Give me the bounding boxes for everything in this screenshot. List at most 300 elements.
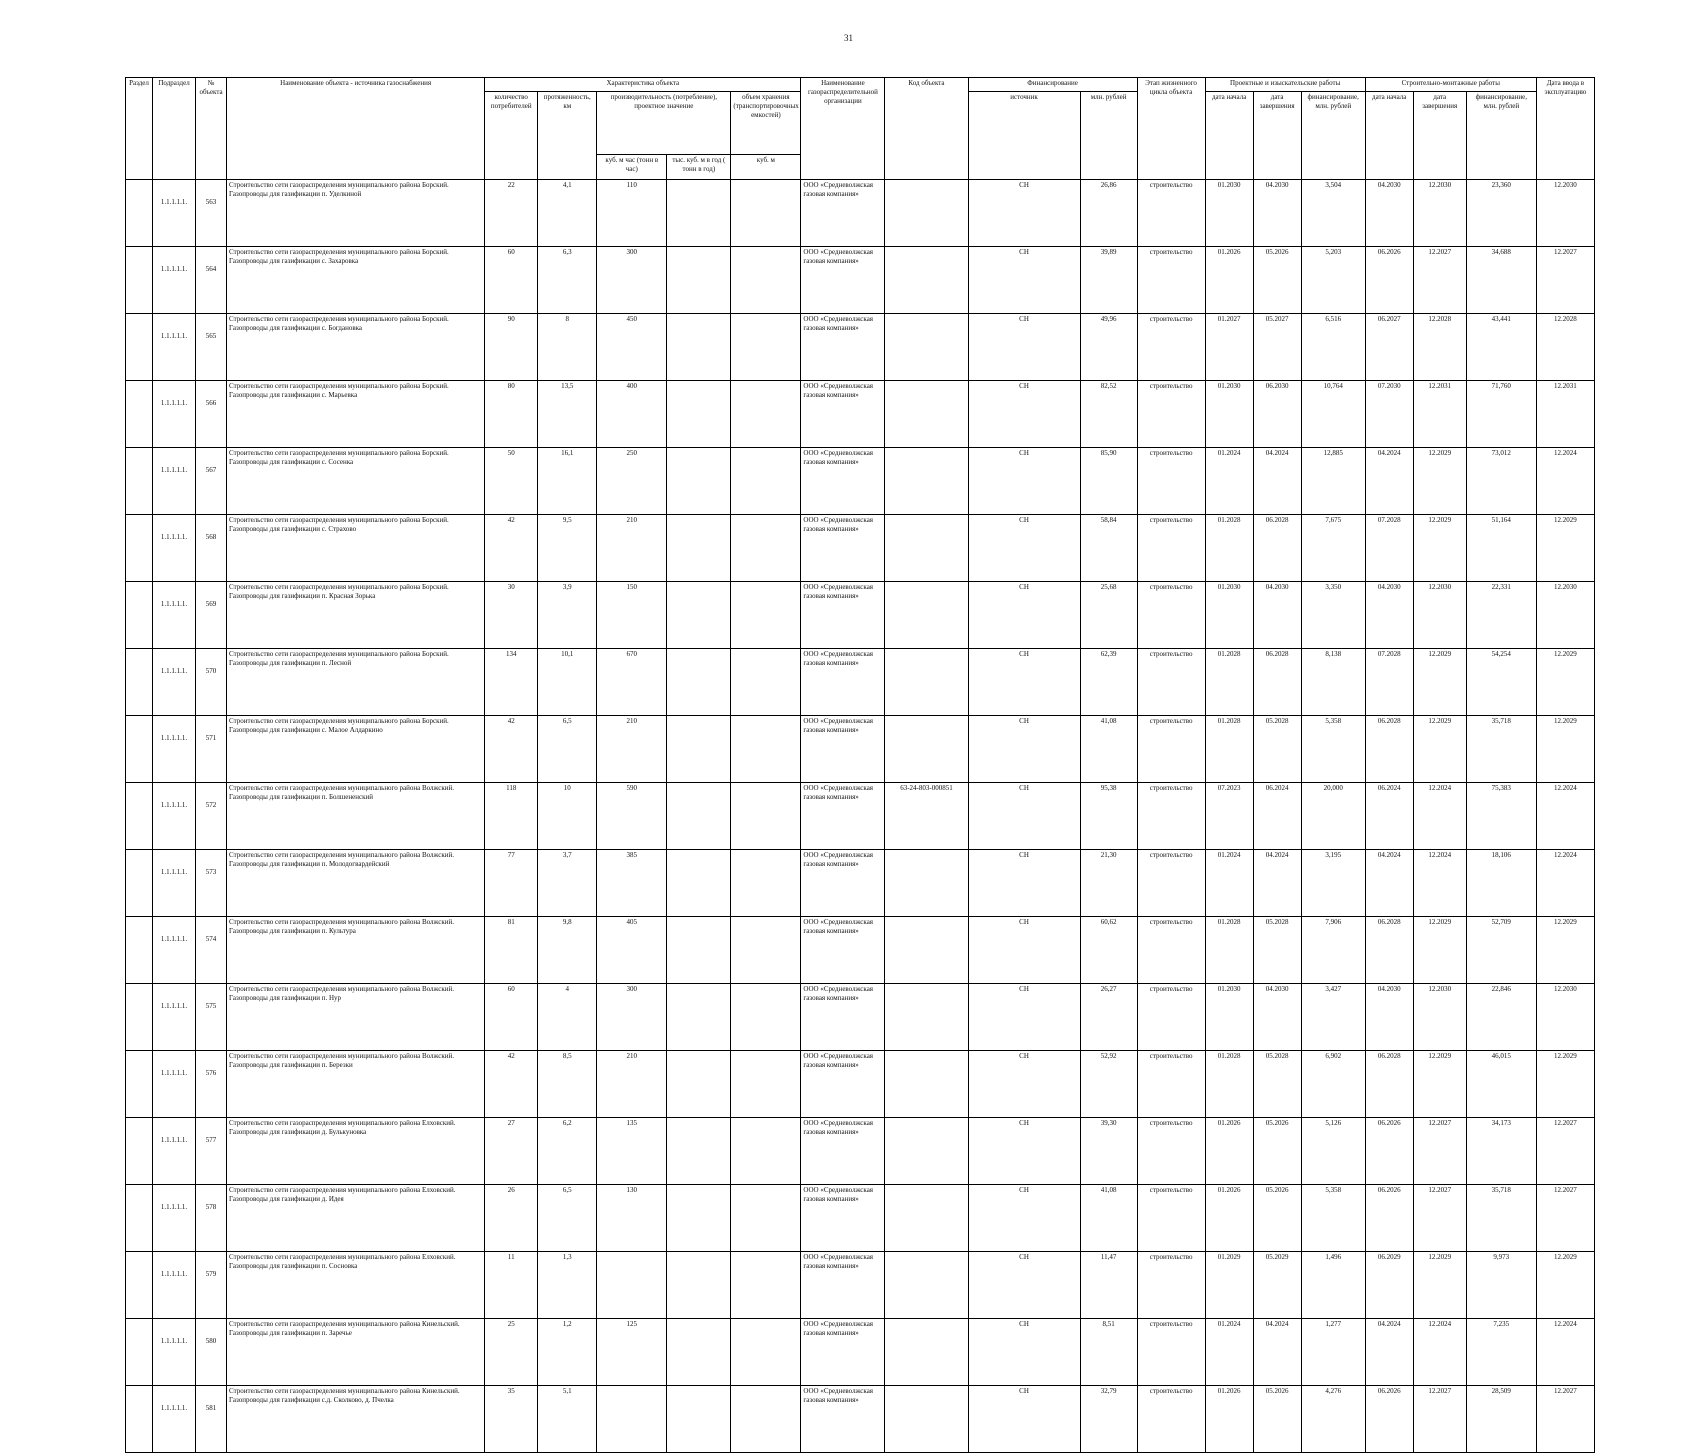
cell-design-start: 01.2029 [1205, 1252, 1253, 1319]
cell-object-code [885, 1185, 968, 1252]
header-mln: млн. рублей [1080, 92, 1137, 180]
cell-design-start: 01.2027 [1205, 314, 1253, 381]
cell-capacity-year [667, 582, 731, 649]
cell-capacity-hour: 300 [597, 984, 667, 1051]
cell-commission: 12.2029 [1536, 1252, 1594, 1319]
cell-length: 4,1 [538, 180, 597, 247]
cell-commission: 12.2027 [1536, 1118, 1594, 1185]
cell-capacity-hour: 300 [597, 247, 667, 314]
cell-mln: 8,51 [1080, 1319, 1137, 1386]
cell-storage [731, 1118, 801, 1185]
cell-design-end: 06.2028 [1253, 649, 1301, 716]
cell-capacity-year [667, 448, 731, 515]
table-row [126, 314, 1595, 381]
cell-commission: 12.2030 [1536, 180, 1594, 247]
cell-length: 4 [538, 984, 597, 1051]
cell-constr-end: 12.2029 [1413, 1051, 1466, 1118]
header-source: источник [968, 92, 1080, 180]
cell-object-name: Строительство сети газораспределения муниципального района Борский. Газопроводы для газификации с. Богдановка [227, 314, 485, 381]
cell-capacity-year [667, 1252, 731, 1319]
cell-commission: 12.2024 [1536, 448, 1594, 515]
cell-commission: 12.2029 [1536, 515, 1594, 582]
table-row [126, 582, 1595, 649]
cell-object-number: 580 [196, 1319, 227, 1386]
cell-podrazdel: 1.1.1.1.1. [153, 649, 196, 716]
cell-design-end: 06.2028 [1253, 515, 1301, 582]
cell-source: СН [968, 984, 1080, 1051]
cell-object-code [885, 1319, 968, 1386]
cell-design-start: 01.2024 [1205, 448, 1253, 515]
cell-constr-start: 06.2028 [1365, 716, 1413, 783]
cell-commission: 12.2027 [1536, 1185, 1594, 1252]
cell-capacity-year [667, 1185, 731, 1252]
table-row [126, 716, 1595, 783]
header-stage: Этап жизненного цикла объекта [1137, 78, 1205, 180]
cell-object-name: Строительство сети газораспределения муниципального района Борский. Газопроводы для газификации п. Красная Зорька [227, 582, 485, 649]
cell-commission: 12.2027 [1536, 1386, 1594, 1453]
cell-constr-start: 04.2024 [1365, 850, 1413, 917]
cell-object-name: Строительство сети газораспределения муниципального района Елховский. Газопроводы для газификации д. Булькуновка [227, 1118, 485, 1185]
cell-design-fin: 20,000 [1301, 783, 1365, 850]
header-construction-works: Строительно-монтажные работы [1365, 78, 1536, 92]
cell-podrazdel: 1.1.1.1.1. [153, 180, 196, 247]
cell-capacity-year [667, 247, 731, 314]
cell-design-start: 01.2028 [1205, 649, 1253, 716]
cell-org: ООО «Средневолжская газовая компания» [801, 1051, 885, 1118]
cell-capacity-year [667, 716, 731, 783]
cell-object-number: 579 [196, 1252, 227, 1319]
cell-design-start: 01.2030 [1205, 381, 1253, 448]
cell-constr-end: 12.2031 [1413, 381, 1466, 448]
cell-constr-fin: 34,173 [1466, 1118, 1536, 1185]
cell-design-fin: 10,764 [1301, 381, 1365, 448]
cell-object-number: 571 [196, 716, 227, 783]
cell-design-start: 01.2028 [1205, 917, 1253, 984]
cell-object-number: 581 [196, 1386, 227, 1453]
cell-design-end: 05.2026 [1253, 247, 1301, 314]
cell-constr-start: 06.2026 [1365, 1386, 1413, 1453]
cell-org: ООО «Средневолжская газовая компания» [801, 917, 885, 984]
cell-mln: 41,08 [1080, 1185, 1137, 1252]
cell-org: ООО «Средневолжская газовая компания» [801, 1185, 885, 1252]
cell-length: 8,5 [538, 1051, 597, 1118]
cell-length: 3,9 [538, 582, 597, 649]
cell-mln: 85,90 [1080, 448, 1137, 515]
cell-length: 6,5 [538, 716, 597, 783]
cell-design-start: 01.2024 [1205, 1319, 1253, 1386]
cell-podrazdel: 1.1.1.1.1. [153, 247, 196, 314]
cell-podrazdel: 1.1.1.1.1. [153, 515, 196, 582]
cell-razdel [126, 984, 153, 1051]
cell-constr-end: 12.2029 [1413, 515, 1466, 582]
cell-object-number: 574 [196, 917, 227, 984]
header-design-start: дата начала [1205, 92, 1253, 180]
header-podrazdel: Подраздел [153, 78, 196, 180]
cell-design-fin: 3,504 [1301, 180, 1365, 247]
cell-capacity-hour: 110 [597, 180, 667, 247]
header-constr-end: дата завершения [1413, 92, 1466, 180]
cell-constr-fin: 46,015 [1466, 1051, 1536, 1118]
cell-storage [731, 515, 801, 582]
table-row [126, 247, 1595, 314]
cell-object-code [885, 1386, 968, 1453]
cell-org: ООО «Средневолжская газовая компания» [801, 582, 885, 649]
cell-object-code [885, 515, 968, 582]
cell-design-start: 01.2026 [1205, 1118, 1253, 1185]
cell-length: 13,5 [538, 381, 597, 448]
cell-object-code [885, 180, 968, 247]
cell-storage [731, 1051, 801, 1118]
cell-org: ООО «Средневолжская газовая компания» [801, 850, 885, 917]
cell-org: ООО «Средневолжская газовая компания» [801, 1386, 885, 1453]
cell-org: ООО «Средневолжская газовая компания» [801, 1319, 885, 1386]
header-design-works: Проектные и изыскательские работы [1205, 78, 1365, 92]
cell-capacity-year [667, 381, 731, 448]
cell-design-fin: 4,276 [1301, 1386, 1365, 1453]
cell-stage: строительство [1137, 1252, 1205, 1319]
cell-design-fin: 5,358 [1301, 1185, 1365, 1252]
cell-consumers: 25 [485, 1319, 538, 1386]
cell-design-fin: 5,203 [1301, 247, 1365, 314]
cell-design-start: 01.2030 [1205, 582, 1253, 649]
cell-source: СН [968, 582, 1080, 649]
cell-consumers: 26 [485, 1185, 538, 1252]
cell-source: СН [968, 381, 1080, 448]
cell-design-start: 01.2028 [1205, 716, 1253, 783]
cell-capacity-year [667, 180, 731, 247]
cell-razdel [126, 448, 153, 515]
cell-object-name: Строительство сети газораспределения муниципального района Волжский. Газопроводы для газификации п. Березки [227, 1051, 485, 1118]
cell-consumers: 22 [485, 180, 538, 247]
cell-length: 10 [538, 783, 597, 850]
cell-capacity-hour: 135 [597, 1118, 667, 1185]
cell-podrazdel: 1.1.1.1.1. [153, 314, 196, 381]
cell-podrazdel: 1.1.1.1.1. [153, 1386, 196, 1453]
cell-org: ООО «Средневолжская газовая компания» [801, 649, 885, 716]
cell-mln: 39,30 [1080, 1118, 1137, 1185]
cell-constr-fin: 28,509 [1466, 1386, 1536, 1453]
cell-consumers: 42 [485, 716, 538, 783]
cell-razdel [126, 850, 153, 917]
cell-constr-start: 07.2028 [1365, 649, 1413, 716]
cell-stage: строительство [1137, 247, 1205, 314]
cell-capacity-year [667, 314, 731, 381]
cell-constr-end: 12.2027 [1413, 1185, 1466, 1252]
table-row [126, 448, 1595, 515]
cell-object-code [885, 247, 968, 314]
cell-source: СН [968, 1386, 1080, 1453]
cell-constr-fin: 35,718 [1466, 1185, 1536, 1252]
cell-source: СН [968, 1252, 1080, 1319]
cell-constr-end: 12.2029 [1413, 1252, 1466, 1319]
cell-object-number: 573 [196, 850, 227, 917]
cell-capacity-hour: 250 [597, 448, 667, 515]
cell-org: ООО «Средневолжская газовая компания» [801, 1118, 885, 1185]
cell-design-fin: 6,516 [1301, 314, 1365, 381]
cell-consumers: 50 [485, 448, 538, 515]
cell-constr-end: 12.2030 [1413, 180, 1466, 247]
header-razdel: Раздел [126, 78, 153, 180]
cell-razdel [126, 180, 153, 247]
cell-constr-end: 12.2024 [1413, 850, 1466, 917]
cell-storage [731, 716, 801, 783]
cell-razdel [126, 314, 153, 381]
cell-capacity-hour: 450 [597, 314, 667, 381]
cell-object-code [885, 1118, 968, 1185]
cell-org: ООО «Средневолжская газовая компания» [801, 783, 885, 850]
cell-razdel [126, 1051, 153, 1118]
cell-length: 9,8 [538, 917, 597, 984]
cell-object-number: 578 [196, 1185, 227, 1252]
cell-length: 5,1 [538, 1386, 597, 1453]
table-row [126, 1118, 1595, 1185]
cell-razdel [126, 1319, 153, 1386]
cell-source: СН [968, 1118, 1080, 1185]
cell-storage [731, 180, 801, 247]
cell-capacity-hour: 670 [597, 649, 667, 716]
cell-design-fin: 1,277 [1301, 1319, 1365, 1386]
cell-design-end: 05.2026 [1253, 1185, 1301, 1252]
cell-capacity-year [667, 984, 731, 1051]
cell-razdel [126, 515, 153, 582]
cell-commission: 12.2030 [1536, 984, 1594, 1051]
cell-mln: 32,79 [1080, 1386, 1137, 1453]
cell-stage: строительство [1137, 1386, 1205, 1453]
cell-constr-end: 12.2029 [1413, 649, 1466, 716]
cell-constr-end: 12.2029 [1413, 917, 1466, 984]
cell-capacity-hour: 400 [597, 381, 667, 448]
cell-razdel [126, 381, 153, 448]
cell-stage: строительство [1137, 381, 1205, 448]
cell-object-number: 568 [196, 515, 227, 582]
cell-design-end: 05.2028 [1253, 1051, 1301, 1118]
cell-object-name: Строительство сети газораспределения муниципального района Волжский. Газопроводы для газификации п. Нур [227, 984, 485, 1051]
table-row [126, 1319, 1595, 1386]
cell-podrazdel: 1.1.1.1.1. [153, 448, 196, 515]
cell-storage [731, 1185, 801, 1252]
cell-razdel [126, 917, 153, 984]
cell-constr-fin: 7,235 [1466, 1319, 1536, 1386]
cell-podrazdel: 1.1.1.1.1. [153, 1252, 196, 1319]
table-body [126, 180, 1595, 1453]
cell-constr-fin: 23,360 [1466, 180, 1536, 247]
cell-capacity-hour: 210 [597, 716, 667, 783]
header-storage: объем хранения (транспортировочных емкостей) [731, 92, 801, 155]
cell-length: 16,1 [538, 448, 597, 515]
cell-podrazdel: 1.1.1.1.1. [153, 984, 196, 1051]
cell-podrazdel: 1.1.1.1.1. [153, 917, 196, 984]
cell-design-end: 05.2028 [1253, 716, 1301, 783]
cell-constr-fin: 71,760 [1466, 381, 1536, 448]
cell-stage: строительство [1137, 582, 1205, 649]
cell-mln: 60,62 [1080, 917, 1137, 984]
cell-mln: 58,84 [1080, 515, 1137, 582]
cell-constr-fin: 75,383 [1466, 783, 1536, 850]
cell-design-end: 06.2024 [1253, 783, 1301, 850]
cell-constr-fin: 35,718 [1466, 716, 1536, 783]
cell-constr-end: 12.2027 [1413, 1386, 1466, 1453]
cell-design-fin: 5,126 [1301, 1118, 1365, 1185]
cell-podrazdel: 1.1.1.1.1. [153, 716, 196, 783]
cell-object-number: 570 [196, 649, 227, 716]
header-financing: Финансирование [968, 78, 1137, 92]
cell-razdel [126, 1118, 153, 1185]
cell-design-start: 01.2026 [1205, 247, 1253, 314]
cell-object-code [885, 314, 968, 381]
cell-design-end: 05.2028 [1253, 917, 1301, 984]
cell-constr-end: 12.2029 [1413, 448, 1466, 515]
cell-stage: строительство [1137, 314, 1205, 381]
cell-mln: 26,27 [1080, 984, 1137, 1051]
cell-object-code [885, 381, 968, 448]
cell-capacity-hour: 150 [597, 582, 667, 649]
cell-constr-fin: 51,164 [1466, 515, 1536, 582]
cell-constr-start: 06.2027 [1365, 314, 1413, 381]
cell-storage [731, 984, 801, 1051]
cell-object-name: Строительство сети газораспределения муниципального района Кинельский. Газопроводы для газификации п. Заречье [227, 1319, 485, 1386]
cell-storage [731, 582, 801, 649]
cell-mln: 62,39 [1080, 649, 1137, 716]
cell-capacity-hour [597, 1386, 667, 1453]
cell-object-name: Строительство сети газораспределения муниципального района Елховский. Газопроводы для газификации п. Сосновка [227, 1252, 485, 1319]
cell-capacity-year [667, 1319, 731, 1386]
table-row [126, 1051, 1595, 1118]
table-row [126, 381, 1595, 448]
cell-consumers: 35 [485, 1386, 538, 1453]
cell-storage [731, 1386, 801, 1453]
cell-constr-fin: 52,709 [1466, 917, 1536, 984]
cell-capacity-hour: 130 [597, 1185, 667, 1252]
cell-object-code [885, 1252, 968, 1319]
cell-design-fin: 1,496 [1301, 1252, 1365, 1319]
cell-design-end: 04.2030 [1253, 582, 1301, 649]
cell-storage [731, 917, 801, 984]
cell-stage: строительство [1137, 1185, 1205, 1252]
cell-source: СН [968, 716, 1080, 783]
cell-object-number: 572 [196, 783, 227, 850]
cell-capacity-year [667, 917, 731, 984]
cell-stage: строительство [1137, 448, 1205, 515]
cell-stage: строительство [1137, 180, 1205, 247]
cell-design-end: 04.2024 [1253, 850, 1301, 917]
cell-constr-end: 12.2030 [1413, 582, 1466, 649]
cell-capacity-hour: 385 [597, 850, 667, 917]
cell-length: 1,2 [538, 1319, 597, 1386]
cell-capacity-year [667, 783, 731, 850]
cell-podrazdel: 1.1.1.1.1. [153, 783, 196, 850]
cell-capacity-year [667, 649, 731, 716]
cell-constr-start: 06.2024 [1365, 783, 1413, 850]
cell-constr-start: 07.2028 [1365, 515, 1413, 582]
cell-design-end: 04.2024 [1253, 448, 1301, 515]
cell-mln: 21,30 [1080, 850, 1137, 917]
cell-object-name: Строительство сети газораспределения муниципального района Елховский. Газопроводы для газификации д. Идея [227, 1185, 485, 1252]
cell-capacity-year [667, 1386, 731, 1453]
cell-commission: 12.2029 [1536, 716, 1594, 783]
cell-constr-start: 06.2026 [1365, 1118, 1413, 1185]
cell-length: 6,5 [538, 1185, 597, 1252]
cell-length: 6,3 [538, 247, 597, 314]
cell-commission: 12.2029 [1536, 649, 1594, 716]
cell-design-end: 04.2030 [1253, 180, 1301, 247]
cell-constr-end: 12.2024 [1413, 1319, 1466, 1386]
cell-stage: строительство [1137, 984, 1205, 1051]
cell-design-fin: 7,906 [1301, 917, 1365, 984]
cell-object-code: 63-24-803-000851 [885, 783, 968, 850]
cell-source: СН [968, 649, 1080, 716]
cell-consumers: 80 [485, 381, 538, 448]
table-row [126, 984, 1595, 1051]
table-row [126, 515, 1595, 582]
table-row [126, 180, 1595, 247]
cell-source: СН [968, 783, 1080, 850]
cell-source: СН [968, 917, 1080, 984]
cell-constr-start: 06.2028 [1365, 1051, 1413, 1118]
cell-object-code [885, 716, 968, 783]
cell-constr-start: 04.2030 [1365, 984, 1413, 1051]
cell-object-name: Строительство сети газораспределения муниципального района Борский. Газопроводы для газификации с. Захаровка [227, 247, 485, 314]
header-length: протяженность, км [538, 92, 597, 180]
cell-design-end: 05.2029 [1253, 1252, 1301, 1319]
cell-length: 3,7 [538, 850, 597, 917]
header-org: Наименование газораспределительной организации [801, 78, 885, 180]
cell-commission: 12.2028 [1536, 314, 1594, 381]
cell-consumers: 42 [485, 515, 538, 582]
header-unit-storage: куб. м [731, 155, 801, 180]
cell-mln: 25,68 [1080, 582, 1137, 649]
cell-object-number: 564 [196, 247, 227, 314]
cell-consumers: 30 [485, 582, 538, 649]
cell-object-number: 576 [196, 1051, 227, 1118]
cell-podrazdel: 1.1.1.1.1. [153, 1118, 196, 1185]
cell-design-end: 05.2026 [1253, 1118, 1301, 1185]
cell-constr-start: 06.2026 [1365, 1185, 1413, 1252]
cell-design-start: 01.2026 [1205, 1185, 1253, 1252]
cell-stage: строительство [1137, 649, 1205, 716]
cell-mln: 11,47 [1080, 1252, 1137, 1319]
cell-length: 8 [538, 314, 597, 381]
cell-object-number: 566 [196, 381, 227, 448]
header-characteristics: Характеристика объекта [485, 78, 801, 92]
cell-length: 1,3 [538, 1252, 597, 1319]
cell-capacity-hour [597, 1252, 667, 1319]
gas-network-table [125, 77, 1595, 1453]
cell-mln: 52,92 [1080, 1051, 1137, 1118]
cell-object-code [885, 850, 968, 917]
table-row [126, 1252, 1595, 1319]
cell-razdel [126, 1185, 153, 1252]
cell-design-fin: 3,427 [1301, 984, 1365, 1051]
cell-object-code [885, 448, 968, 515]
cell-constr-start: 04.2030 [1365, 582, 1413, 649]
cell-commission: 12.2027 [1536, 247, 1594, 314]
cell-org: ООО «Средневолжская газовая компания» [801, 515, 885, 582]
table-row [126, 917, 1595, 984]
cell-constr-fin: 22,331 [1466, 582, 1536, 649]
cell-storage [731, 1319, 801, 1386]
cell-object-name: Строительство сети газораспределения муниципального района Волжский. Газопроводы для газификации п. Культура [227, 917, 485, 984]
cell-razdel [126, 582, 153, 649]
cell-length: 9,5 [538, 515, 597, 582]
cell-podrazdel: 1.1.1.1.1. [153, 850, 196, 917]
header-commission-date: Дата ввода в эксплуатацию [1536, 78, 1594, 180]
cell-design-start: 01.2030 [1205, 180, 1253, 247]
cell-stage: строительство [1137, 1319, 1205, 1386]
cell-capacity-hour: 210 [597, 515, 667, 582]
cell-stage: строительство [1137, 716, 1205, 783]
cell-constr-end: 12.2030 [1413, 984, 1466, 1051]
cell-object-name: Строительство сети газораспределения муниципального района Борский. Газопроводы для газификации с. Сосенка [227, 448, 485, 515]
